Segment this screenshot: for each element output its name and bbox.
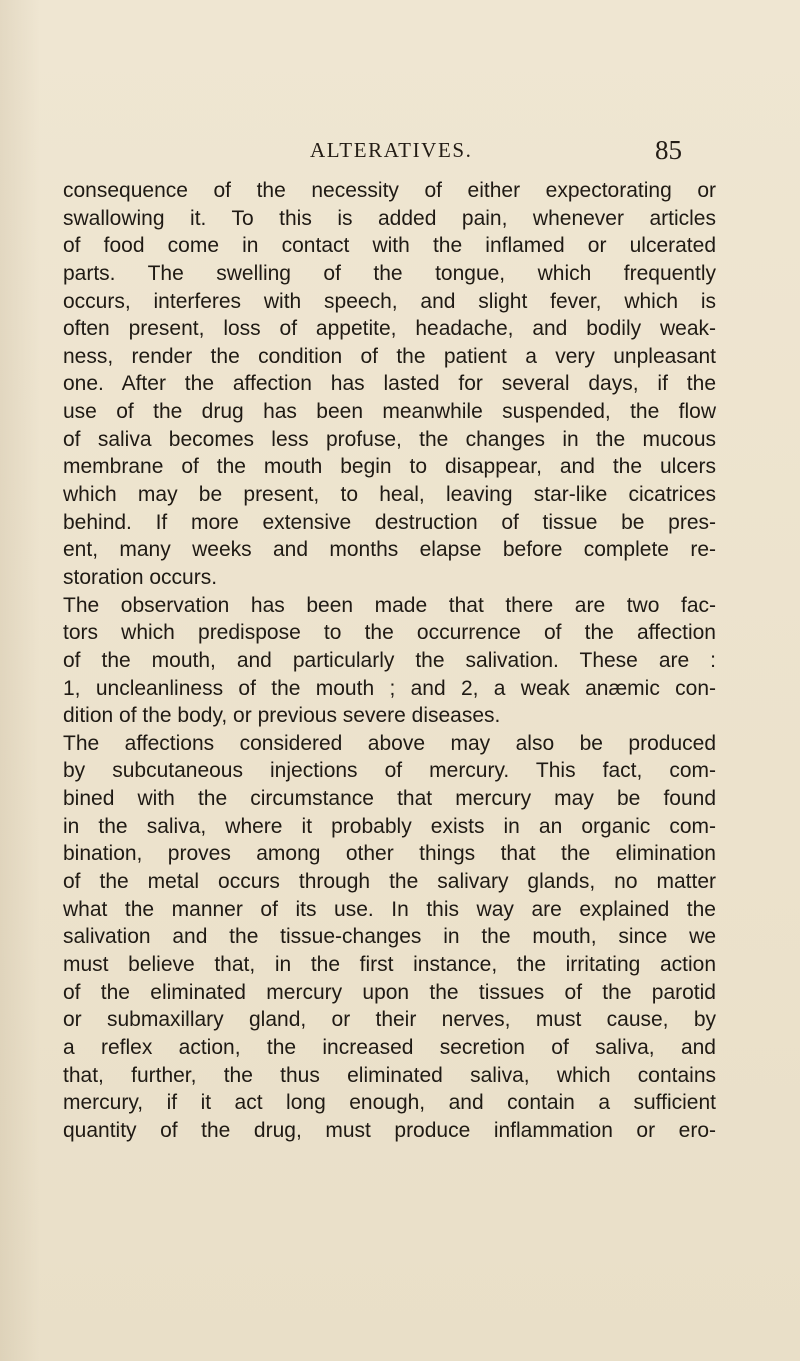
text-line: a reflex action, the increased secretion of saliva, and bbox=[63, 1035, 716, 1059]
text-line: must believe that, in the first instance, the irritating action bbox=[63, 952, 716, 976]
text-line: salivation and the tissue-changes in the mouth, since we bbox=[63, 925, 716, 949]
text-line: of saliva becomes less profuse, the changes in the mucous bbox=[63, 427, 716, 451]
text-line: 1, uncleanliness of the mouth ; and 2, a weak anæmic con- bbox=[63, 676, 716, 700]
text-line: The observation has been made that there are two fac- bbox=[63, 593, 716, 617]
text-line: by subcutaneous injections of mercury. This fact, com- bbox=[63, 759, 716, 783]
text-line: in the saliva, where it probably exists in an organic com- bbox=[63, 814, 716, 838]
text-line: of the metal occurs through the salivary glands, no matter bbox=[63, 870, 716, 894]
running-title: ALTERATIVES. bbox=[310, 138, 473, 162]
text-line: of the mouth, and particularly the salivation. These are : bbox=[63, 648, 716, 672]
text-line: of food come in contact with the inflamed or ulcerated bbox=[63, 234, 716, 258]
text-line: ness, render the condition of the patient a very unpleasant bbox=[63, 344, 716, 368]
text-line: occurs, interferes with speech, and slight fever, which is bbox=[63, 289, 716, 313]
page-number: 85 bbox=[655, 135, 682, 165]
text-line: bined with the circumstance that mercury may be found bbox=[63, 787, 716, 811]
text-line: often present, loss of appetite, headache, and bodily weak- bbox=[63, 317, 716, 341]
text-line: The affections considered above may also be produced bbox=[63, 731, 716, 755]
text-line: what the manner of its use. In this way are explained the bbox=[63, 897, 716, 921]
running-head bbox=[0, 135, 800, 172]
text-line: that, further, the thus eliminated saliva, which contains bbox=[63, 1063, 716, 1087]
text-line: which may be present, to heal, leaving star-like cicatrices bbox=[63, 483, 716, 507]
text-line: parts. The swelling of the tongue, which frequently bbox=[63, 261, 716, 285]
text-line: behind. If more extensive destruction of tissue be pres- bbox=[63, 510, 716, 534]
text-line: quantity of the drug, must produce inflammation or ero- bbox=[63, 1118, 716, 1142]
text-line: ent, many weeks and months elapse before complete re- bbox=[63, 538, 716, 562]
text-line: of the eliminated mercury upon the tissues of the parotid bbox=[63, 980, 716, 1004]
text-line: storation occurs. bbox=[63, 565, 218, 589]
text-line: mercury, if it act long enough, and contain a sufficient bbox=[63, 1091, 716, 1115]
text-line: bination, proves among other things that the elimination bbox=[63, 842, 716, 866]
body-text bbox=[63, 177, 716, 1144]
text-line: membrane of the mouth begin to disappear, and the ulcers bbox=[63, 455, 716, 479]
text-line: one. After the affection has lasted for several days, if the bbox=[63, 372, 716, 396]
text-line: use of the drug has been meanwhile suspended, the flow bbox=[63, 400, 716, 424]
text-line: consequence of the necessity of either expectorating or bbox=[63, 179, 716, 202]
text-line: or submaxillary gland, or their nerves, must cause, by bbox=[63, 1008, 716, 1032]
text-line: swallowing it. To this is added pain, whenever articles bbox=[63, 206, 716, 230]
text-line: tors which predispose to the occurrence of the affection bbox=[63, 621, 716, 645]
text-line: dition of the body, or previous severe diseases. bbox=[63, 704, 501, 728]
